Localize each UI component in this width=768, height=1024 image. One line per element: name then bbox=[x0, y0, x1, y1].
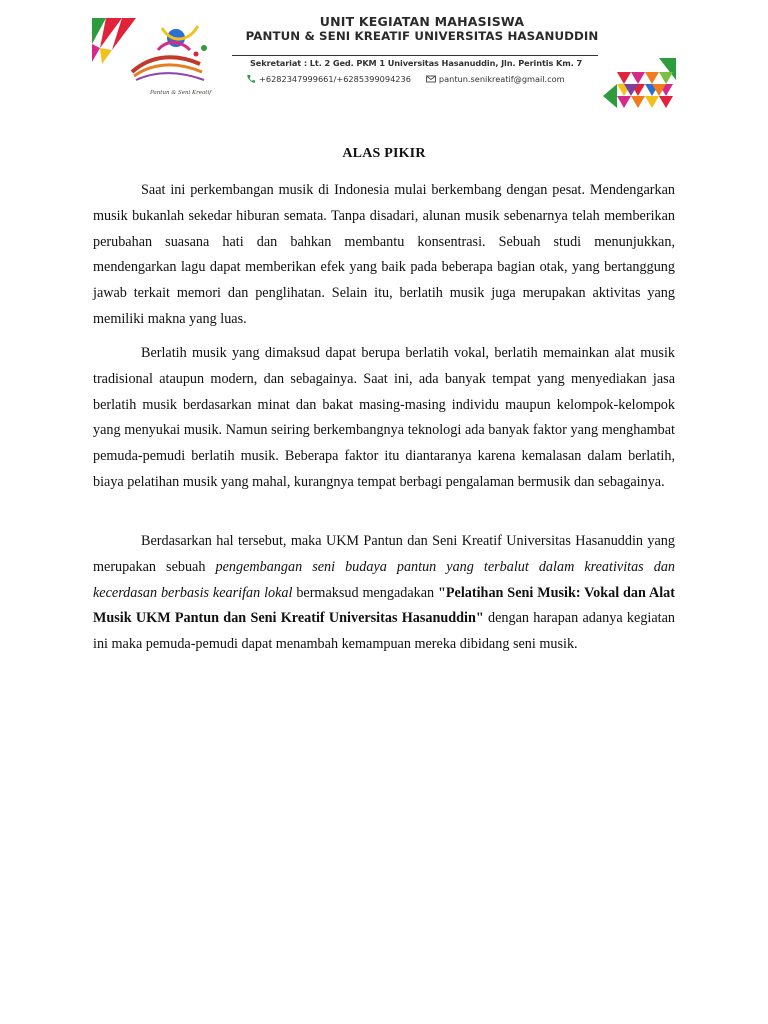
phone-numbers: +6282347999661/+6285399094236 bbox=[259, 74, 411, 84]
secretariat-address: Sekretariat : Lt. 2 Ged. PKM 1 Universitas Hasanuddin, Jln. Perintis Km. 7 bbox=[250, 58, 583, 68]
ukm-pantun-logo-icon bbox=[92, 14, 224, 100]
header-divider bbox=[232, 55, 598, 56]
event-name: "Pelatihan Seni Musik: Vokal dan Alat Musik UKM Pantun dan Seni Kreatif Universitas Hasanuddin" bbox=[93, 584, 675, 627]
org-line-1: UNIT KEGIATAN MAHASISWA bbox=[319, 14, 525, 29]
paragraph-3-part-1: Berdasarkan hal tersebut, maka UKM Pantun dan Seni Kreatif Universitas Hasanuddin yang merupakan sebuah bbox=[93, 533, 675, 575]
paragraph-3 bbox=[93, 529, 675, 658]
colorful-triangles-logo-icon bbox=[603, 56, 676, 108]
phone-icon bbox=[246, 74, 256, 84]
paragraph-2: Berlatih musik yang dimaksud dapat berupa berlatih vokal, berlatih memainkan alat musik tradisional ataupun modern, dan sebagainya. Saat ini, ada banyak tempat yang menyediakan jasa berlatih musik berdasarkan minat dan bakat masing-masing individu maupun kelompok-kelompok yang menyukai musik. Namun seiring berkembangnya teknologi ada banyak faktor yang menghambat pemuda-pemudi berlatih musik. Beberapa faktor itu diantaranya karena kemalasan dalam berlatih, biaya pelatihan musik yang mahal, kurangnya tempat berbagi pengalaman bermusik dan sebagainya. bbox=[93, 345, 675, 490]
document-title: ALAS PIKIR bbox=[342, 146, 426, 161]
paragraph-3-italic: pengembangan seni budaya pantun yang terbalut dalam kreativitas dan kecerdasan berbasis kearifan lokal bbox=[93, 558, 675, 601]
organization-title bbox=[232, 14, 612, 44]
paragraph-3-part-2: bermaksud mengadakan bbox=[292, 584, 439, 601]
email-address: pantun.senikreatif@gmail.com bbox=[438, 74, 565, 84]
paragraph-3-part-3: dengan harapan adanya kegiatan ini maka pemuda-pemudi dapat menambah kemampuan mereka dibidang seni musik. bbox=[93, 610, 675, 653]
email-group bbox=[426, 74, 565, 84]
contact-line bbox=[246, 74, 606, 84]
email-icon bbox=[426, 74, 436, 84]
paragraph-1: Saat ini perkembangan musik di Indonesia mulai berkembang dengan pesat. Mendengarkan musik bukanlah sekedar hiburan semata. Tanpa disadari, alunan musik sebenarnya telah memberikan perubahan suasana hati dan bahkan membantu konsentrasi. Sebuah studi menunjukkan, mendengarkan lagu dapat memberikan efek yang baik pada beberapa bagian otak, yang bertanggung jawab terkait memori dan penglihatan. Selain itu, berlatih musik juga merupakan aktivitas yang memiliki makna yang luas. bbox=[93, 182, 675, 327]
org-line-2: PANTUN & SENI KREATIF UNIVERSITAS HASANUDDIN bbox=[245, 29, 599, 43]
logo-left-caption: Pantun & Seni Kreatif bbox=[150, 90, 212, 96]
